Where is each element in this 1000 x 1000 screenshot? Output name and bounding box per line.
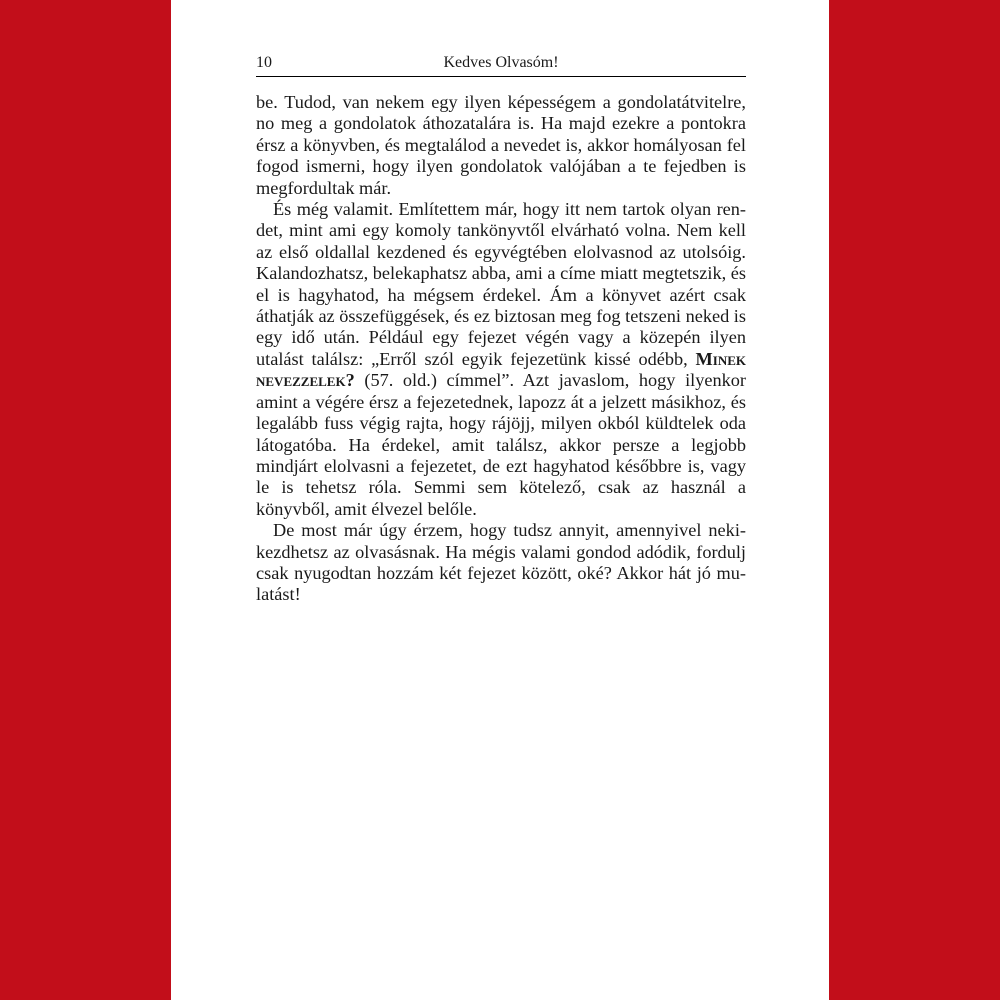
page-number: 10 — [256, 54, 272, 71]
body-text — [256, 92, 746, 606]
chapter-reference: Minek nevezzelek? — [256, 348, 746, 391]
paragraph-1: be. Tudod, van nekem egy ilyen képességem a gondolatátvitelre, no meg a gondolatok áthozatalára is. Ha majd ezekre a pontokra érsz a könyvben, és megtalálod a nevedet is, akkor homályosan fel fogod ismerni, hogy ilyen gondolatok valójában a te fejedben is megfordultak már. — [256, 92, 746, 198]
paragraph-2-text-before: És még valamit. Említettem már, hogy itt nem tartok olyan rendet, mint ami egy komoly tankönyvtől elvárható volna. Nem kell az első oldallal kezdened és egyvégtében elolvasnod az utolsóig. Kalandozhatsz, belekaphatsz abba, ami a címe miatt megtetszik, és el is hagyhatod, ha mégsem érdekel. Ám a könyvet azért csak áthatják az összefüggések, és ez biztosan meg fog tetszeni neked is egy idő után. Például egy fejezet végén vagy a közepén ilyen utalást találsz: „Erről szól egyik fejezetünk kissé odébb, — [256, 199, 746, 369]
book-page — [171, 0, 829, 1000]
paragraph-2-text-after: (57. old.) címmel”. Azt javaslom, hogy ilyenkor amint a végére érsz a fejezetednek, lapozz át a jelzett másikhoz, és legalább fuss végig rajta, hogy rájöjj, milyen okból küldtelek oda látogatóba. Ha érdekel, amit találsz, akkor persze a legjobb mindjárt elolvasni a fejezetet, de ezt hagyhatod későbbre is, vagy le is tehetsz róla. Semmi sem kötelező, csak az használ a könyvből, amit élvezel belőle. — [256, 370, 746, 519]
paragraph-2 — [256, 199, 746, 520]
running-title: Kedves Olvasóm! — [443, 54, 559, 71]
page-header — [256, 54, 746, 77]
paragraph-3: De most már úgy érzem, hogy tudsz annyit, amennyivel nekikezdhetsz az olvasásnak. Ha mégis valami gondod adódik, fordulj csak nyugodtan hozzám két fejezet között, oké? Akkor hát jó mulatást! — [256, 520, 746, 605]
